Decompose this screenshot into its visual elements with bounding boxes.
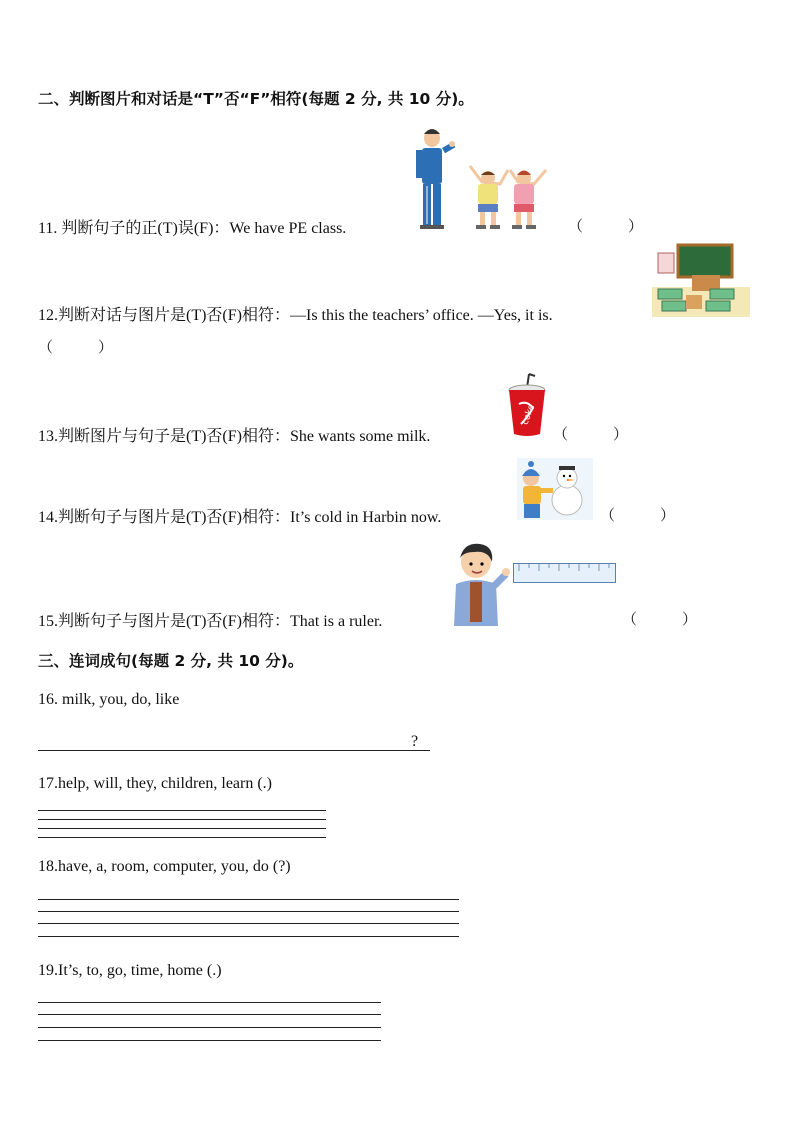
question-14-text: 14.判断句子与图片是(T)否(F)相符：It’s cold in Harbin now. xyxy=(38,509,442,526)
question-12-answer-blank[interactable]: （ ） xyxy=(38,340,114,356)
question-19-text: 19.It’s, to, go, time, home (.) xyxy=(38,962,222,979)
classroom-illustration xyxy=(652,243,750,317)
boy-pointing-illustration xyxy=(444,540,512,626)
ruler-illustration xyxy=(513,563,616,583)
section-2-heading: 二、判断图片和对话是“T”否“F”相符(每题 2 分, 共 10 分)。 xyxy=(38,90,474,108)
soda-cup-illustration xyxy=(505,374,549,438)
question-16-end-mark: ? xyxy=(411,733,419,750)
question-11-answer-blank[interactable]: （ ） xyxy=(568,219,644,235)
question-15-text: 15.判断句子与图片是(T)否(F)相符：That is a ruler. xyxy=(38,613,383,630)
question-14-answer-blank[interactable]: （ ） xyxy=(600,508,676,524)
question-11-text: 11. 判断句子的正(T)误(F)：We have PE class. xyxy=(38,220,347,237)
question-16-text: 16. milk, you, do, like xyxy=(38,691,180,708)
question-18-text: 18.have, a, room, computer, you, do (?) xyxy=(38,858,291,875)
question-12-text: 12.判断对话与图片是(T)否(F)相符：—Is this the teachers’ office. —Yes, it is. xyxy=(38,307,553,324)
question-15-answer-blank[interactable]: （ ） xyxy=(622,612,698,628)
question-16-answer-line[interactable] xyxy=(38,750,430,751)
question-17-text: 17.help, will, they, children, learn (.) xyxy=(38,775,272,792)
snowman-illustration xyxy=(517,458,593,520)
question-13-text: 13.判断图片与句子是(T)否(F)相符：She wants some milk. xyxy=(38,428,431,445)
question-13-answer-blank[interactable]: （ ） xyxy=(553,427,629,443)
pe-class-illustration xyxy=(410,126,560,232)
section-3-heading: 三、连词成句(每题 2 分, 共 10 分)。 xyxy=(38,652,304,670)
cup-label: coke xyxy=(520,403,538,427)
